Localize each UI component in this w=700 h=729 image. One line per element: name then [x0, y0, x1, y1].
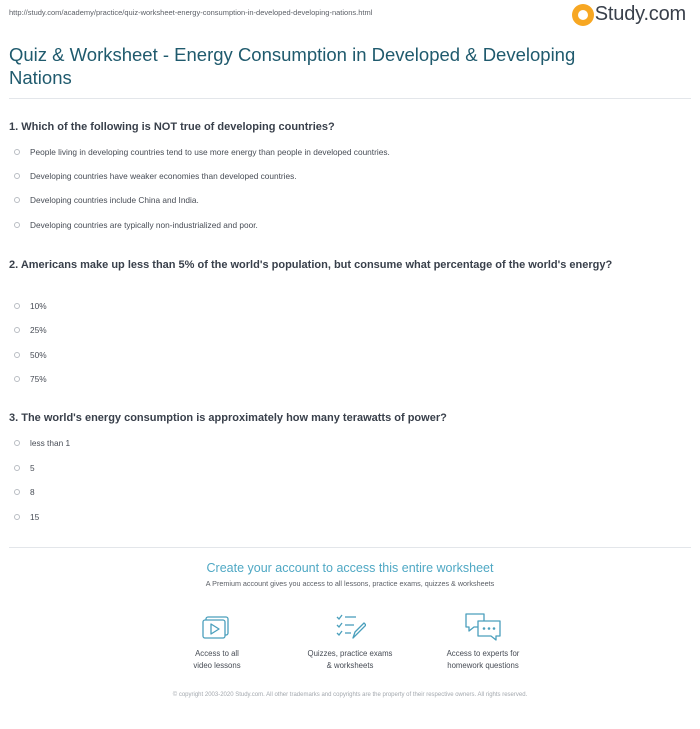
question-1-option[interactable]	[14, 220, 258, 230]
study-logo[interactable]	[572, 3, 686, 26]
option-label: People living in developing countries tend to use more energy than people in developed countries.	[30, 147, 390, 157]
question-1-option[interactable]	[14, 171, 297, 181]
feature-label: Access to experts for	[446, 649, 520, 658]
option-label: 25%	[30, 325, 47, 335]
quiz-icon	[334, 611, 366, 643]
radio-button[interactable]	[14, 222, 20, 228]
question-3-option[interactable]	[14, 487, 35, 497]
option-label: 50%	[30, 350, 47, 360]
feature-label: & worksheets	[326, 661, 374, 670]
option-label: Developing countries are typically non-industrialized and poor.	[30, 220, 258, 230]
radio-button[interactable]	[14, 440, 20, 446]
premium-description: A Premium account gives you access to all lessons, practice exams, quizzes & worksheets	[205, 579, 495, 588]
question-3-option[interactable]	[14, 463, 35, 473]
create-account-link[interactable]: Create your account to access this entire worksheet	[206, 561, 494, 575]
option-label: less than 1	[30, 438, 71, 448]
study-logo-text: Study.com	[594, 3, 686, 25]
question-2: 2. Americans make up less than 5% of the world's population, but consume what percentage of the world's energy?	[9, 259, 613, 271]
copyright-footer: © copyright 2003-2020 Study.com. All other trademarks and copyrights are the property of their respective owners. All rights reserved.	[172, 692, 528, 698]
feature-experts	[413, 611, 553, 672]
radio-button[interactable]	[14, 465, 20, 471]
question-3: 3. The world's energy consumption is approximately how many terawatts of power?	[9, 412, 447, 424]
title-divider	[9, 98, 691, 99]
question-1-option[interactable]	[14, 195, 199, 205]
option-label: 15	[30, 512, 40, 522]
option-label: 10%	[30, 301, 47, 311]
feature-label: homework questions	[447, 661, 519, 670]
feature-video-lessons	[147, 611, 287, 672]
option-label: Developing countries include China and India.	[30, 195, 199, 205]
page-title: Quiz & Worksheet - Energy Consumption in Developed & Developing Nations	[9, 44, 576, 88]
radio-button[interactable]	[14, 376, 20, 382]
question-1: 1. Which of the following is NOT true of developing countries?	[9, 121, 335, 133]
radio-button[interactable]	[14, 149, 20, 155]
radio-button[interactable]	[14, 327, 20, 333]
feature-quizzes	[280, 611, 420, 672]
option-label: Developing countries have weaker economies than developed countries.	[30, 171, 297, 181]
radio-button[interactable]	[14, 197, 20, 203]
radio-button[interactable]	[14, 173, 20, 179]
option-label: 75%	[30, 374, 47, 384]
question-1-option[interactable]	[14, 147, 390, 157]
question-2-option[interactable]	[14, 374, 47, 384]
radio-button[interactable]	[14, 303, 20, 309]
radio-button[interactable]	[14, 352, 20, 358]
option-label: 8	[30, 487, 35, 497]
question-2-option[interactable]	[14, 325, 47, 335]
feature-label: Access to all	[195, 649, 239, 658]
video-icon	[201, 611, 233, 643]
radio-button[interactable]	[14, 514, 20, 520]
question-3-option[interactable]	[14, 438, 70, 448]
study-logo-mark-icon	[572, 4, 594, 26]
question-3-option[interactable]	[14, 512, 39, 522]
option-label: 5	[30, 463, 35, 473]
chat-icon	[463, 611, 503, 643]
radio-button[interactable]	[14, 489, 20, 495]
question-2-option[interactable]	[14, 350, 47, 360]
page-header	[0, 0, 700, 34]
question-2-option[interactable]	[14, 301, 47, 311]
page-url: http://study.com/academy/practice/quiz-worksheet-energy-consumption-in-developed-developing-nations.html	[9, 8, 373, 17]
feature-label: Quizzes, practice exams	[307, 649, 393, 658]
cta-divider	[9, 547, 691, 548]
feature-label: video lessons	[193, 661, 241, 670]
